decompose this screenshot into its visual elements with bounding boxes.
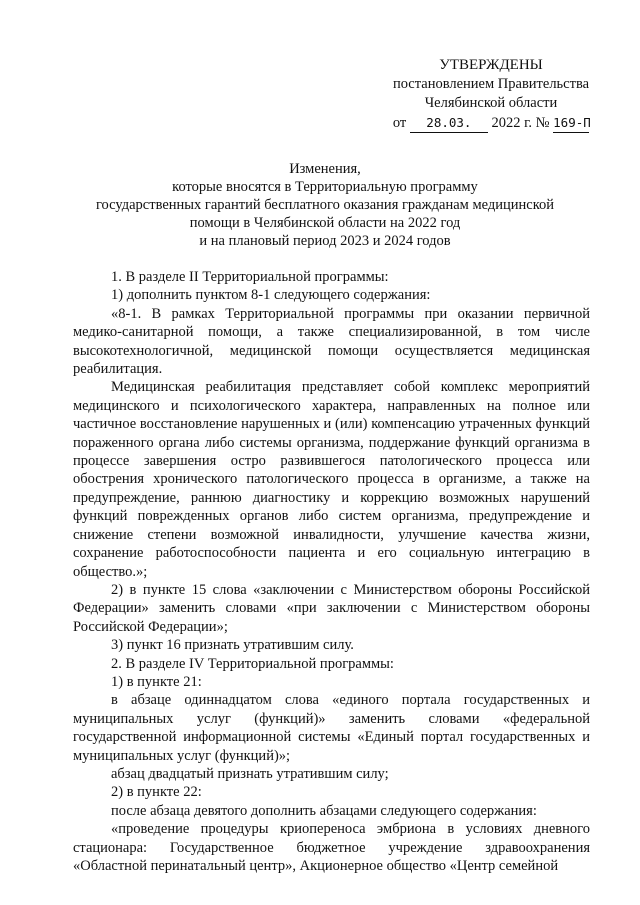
approval-date: 28.03. xyxy=(410,113,488,133)
approval-date-line xyxy=(384,113,598,133)
title-line-1: Изменения, xyxy=(289,161,361,177)
paragraph: 2) в пункте 22: xyxy=(111,784,202,801)
paragraph: «8-1. В рамках Территориальной программы при оказании первичной медико-санитарной помощи, а также специализированной, в том числе высокотехнологичной, медицинской помощи осуществляется медицинская реабилитация. xyxy=(73,305,590,378)
approval-number: 169-П xyxy=(553,113,589,133)
paragraph: абзац двадцатый признать утратившим силу; xyxy=(111,765,389,782)
title-line-4: помощи в Челябинской области на 2022 год xyxy=(189,215,461,231)
paragraph: 2. В разделе IV Территориальной программы: xyxy=(111,655,394,672)
document-title xyxy=(70,160,580,250)
approval-heading: УТВЕРЖДЕНЫ xyxy=(439,57,543,73)
paragraph: «проведение процедуры криопереноса эмбриона в условиях дневного стационара: Государственное бюджетное учреждение здравоохранения «Областной перинатальный центр», Акционерное общество «Центр семейной xyxy=(73,821,590,874)
date-prefix: от xyxy=(392,115,407,131)
paragraph: 1) в пункте 21: xyxy=(111,673,202,690)
paragraph: 1) дополнить пунктом 8-1 следующего содержания: xyxy=(111,287,431,304)
title-line-2: которые вносятся в Территориальную программу xyxy=(172,179,478,195)
approval-line-1: постановлением Правительства xyxy=(392,76,590,92)
title-line-5: и на плановый период 2023 и 2024 годов xyxy=(199,233,451,249)
paragraph: после абзаца девятого дополнить абзацами следующего содержания: xyxy=(111,802,537,819)
approval-line-2: Челябинской области xyxy=(424,95,558,111)
paragraph: в абзаце одиннадцатом слова «единого портала государственных и муниципальных услуг (функций)» заменить словами «федеральной государственной информационной системы «Единый портал государственных и муниципальных услуг (функций)»; xyxy=(73,692,590,764)
document-body xyxy=(73,268,590,875)
paragraph: Медицинская реабилитация представляет собой комплекс мероприятий медицинского и психологического характера, направленных на полное или частичное восстановление нарушенных и (или) компенсацию утраченных функций пораженного органа либо системы организма, поддержание функций организма в процессе завершения остро развившегося патологического процесса или обострения хронического патологического процесса в организме, а также на предупреждение, раннюю диагностику и коррекцию возможных нарушений функций поврежденных органов либо систем организма, предупреждение и снижение степени возможной инвалидности, улучшение качества жизни, сохранение работоспособности пациента и его социальную интеграцию в общество.»; xyxy=(73,379,590,580)
paragraph: 1. В разделе II Территориальной программы: xyxy=(111,269,389,285)
paragraph: 2) в пункте 15 слова «заключении с Министерством обороны Российской Федерации» заменить словами «при заключении с Министерством обороны Российской Федерации»; xyxy=(73,581,590,635)
title-line-3: государственных гарантий бесплатного оказания гражданам медицинской xyxy=(95,197,555,213)
year-suffix: 2022 г. № xyxy=(491,115,550,131)
paragraph: 3) пункт 16 признать утратившим силу. xyxy=(111,637,354,654)
approval-block xyxy=(384,56,598,133)
